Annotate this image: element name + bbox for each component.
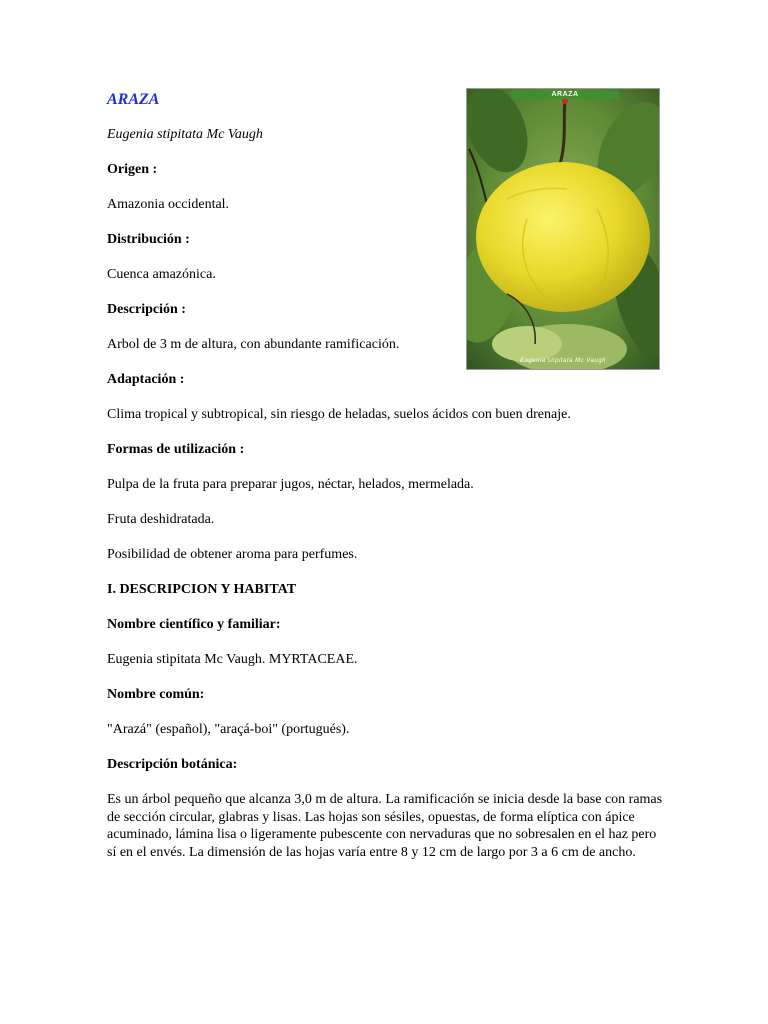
origin-text: Amazonia occidental.: [107, 197, 230, 212]
photo-caption: Eugenia stipitata Mc Vaugh: [520, 358, 606, 364]
adaptation-heading: Adaptación :: [107, 372, 185, 387]
scientific-name-text: Eugenia stipitata Mc Vaugh. MYRTACEAE.: [107, 652, 358, 667]
fruit-photo: [466, 88, 660, 370]
common-name-heading: Nombre común:: [107, 687, 205, 702]
distribution-text: Cuenca amazónica.: [107, 267, 216, 282]
adaptation-text: Clima tropical y subtropical, sin riesgo de heladas, suelos ácidos con buen drenaje.: [107, 407, 571, 422]
uses-item-dried: Fruta deshidratada.: [107, 512, 215, 527]
fruit-photo-image: [467, 89, 660, 370]
common-name-text: "Arazá" (español), "araçá-boi" (portugués).: [107, 722, 350, 737]
description-text: Arbol de 3 m de altura, con abundante ramificación.: [107, 337, 400, 352]
distribution-heading: Distribución :: [107, 232, 190, 247]
photo-label: ARAZA: [511, 91, 619, 99]
uses-heading: Formas de utilización :: [107, 442, 245, 457]
page-title: ARAZA: [107, 91, 160, 108]
scientific-name-heading: Nombre científico y familiar:: [107, 617, 281, 632]
origin-heading: Origen :: [107, 162, 158, 177]
section-heading-description-habitat: I. DESCRIPCION Y HABITAT: [107, 582, 297, 597]
botanical-description-heading: Descripción botánica:: [107, 757, 238, 772]
botanical-description-text: Es un árbol pequeño que alcanza 3,0 m de altura. La ramificación se inicia desde la base con ramas de sección circular, glabras y lisas. Las hojas son sésiles, opuestas, de forma elíptica con ápice acuminado, lámina lisa o ligeramente pubescente con nervaduras que no sobresalen en el haz pero sí en el envés. La dimensión de las hojas varía entre 8 y 12 cm de largo por 3 a 6 cm de ancho.: [107, 792, 663, 860]
species-name: Eugenia stipitata Mc Vaugh: [107, 127, 263, 142]
uses-item-pulp: Pulpa de la fruta para preparar jugos, néctar, helados, mermelada.: [107, 477, 474, 492]
description-heading: Descripción :: [107, 302, 186, 317]
uses-item-aroma: Posibilidad de obtener aroma para perfumes.: [107, 547, 358, 562]
